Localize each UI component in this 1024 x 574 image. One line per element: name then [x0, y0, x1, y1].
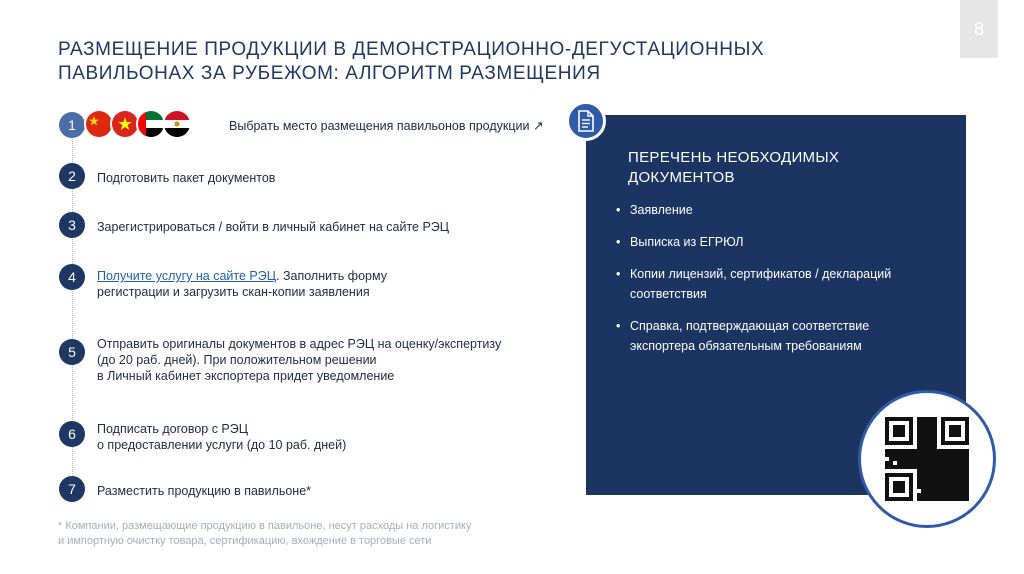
step-6-text — [97, 421, 346, 453]
document-item: • Копии лицензий, сертификатов / деклараций соответствия — [614, 264, 914, 304]
panel-title: ПЕРЕЧЕНЬ НЕОБХОДИМЫХ ДОКУМЕНТОВ — [628, 149, 840, 186]
step-number-7: 7 — [59, 476, 85, 502]
document-item: • Справка, подтверждающая соответствие экспортера обязательным требованиям — [614, 316, 914, 356]
step-6-line1: Подписать договор с РЭЦ — [97, 422, 248, 436]
document-item: • Выписка из ЕГРЮЛ — [614, 232, 914, 252]
step-5-line2: (до 20 раб. дней). При положительном решении — [97, 353, 377, 367]
step-3-text: Зарегистрироваться / войти в личный кабинет на сайте РЭЦ — [97, 220, 450, 234]
documents-list — [614, 200, 914, 368]
step-number-1: 1 — [59, 112, 85, 138]
step-1-text: Выбрать место размещения павильонов продукции ↗ — [229, 119, 544, 133]
qr-code[interactable] — [858, 390, 996, 528]
step-2-text: Подготовить пакет документов — [97, 171, 276, 185]
step-number-6: 6 — [59, 421, 85, 447]
step-4-line1: . Заполнить форму — [276, 269, 387, 283]
step-number-5: 5 — [59, 339, 85, 365]
step-7-text: Разместить продукцию в павильоне* — [97, 484, 312, 498]
country-flags — [84, 109, 188, 139]
footnote-line1: * Компании, размещающие продукцию в павильоне, несут расходы на логистику — [58, 520, 472, 532]
step-number-4: 4 — [59, 264, 85, 290]
step-number-2: 2 — [59, 163, 85, 189]
step-5-line1: Отправить оригиналы документов в адрес РЭЦ на оценку/экспертизу — [97, 337, 502, 351]
get-service-link[interactable]: Получите услугу на сайте РЭЦ — [97, 269, 276, 283]
document-icon — [566, 101, 606, 141]
document-item: • Заявление — [614, 200, 914, 220]
step-5-line3: в Личный кабинет экспортера придет уведомление — [97, 369, 395, 383]
footnote-line2: и импортную очистку товара, сертификацию, вхождение в торговые сети — [58, 535, 432, 547]
egypt-flag-icon[interactable] — [162, 109, 192, 139]
step-5-text — [97, 336, 501, 384]
footnote — [58, 519, 578, 549]
step-4-line2: регистрации и загрузить скан-копии заявления — [97, 285, 370, 299]
step-number-3: 3 — [59, 212, 85, 238]
page-number: 8 — [960, 0, 998, 58]
step-6-line2: о предоставлении услуги (до 10 раб. дней) — [97, 438, 347, 452]
page-title: РАЗМЕЩЕНИЕ ПРОДУКЦИИ В ДЕМОНСТРАЦИОННО-ДЕГУСТАЦИОННЫХ ПАВИЛЬОНАХ ЗА РУБЕЖОМ: АЛГОРИТМ РАЗМЕЩЕНИЯ — [58, 39, 765, 84]
step-4-text — [97, 268, 387, 300]
qr-code-icon — [885, 417, 969, 501]
